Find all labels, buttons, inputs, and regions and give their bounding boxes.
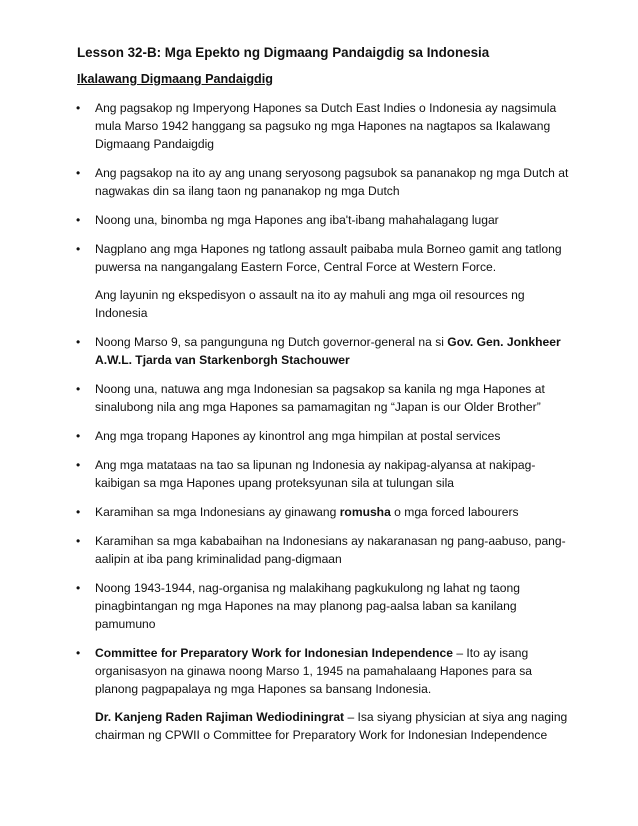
list-item: [77, 427, 572, 445]
item-paragraph: Ang layunin ng ekspedisyon o assault na ito ay mahuli ang mga oil resources ng Indonesia: [95, 288, 525, 320]
bullet-icon: •: [76, 335, 81, 349]
list-item: [77, 579, 572, 633]
item-text: Noong 1943-1944, nag-organisa ng malakihang pagkukulong ng lahat ng taong pinagbintangan ng mga Hapones na may planong pag-aalsa laban sa kanilang pamumuno: [95, 581, 520, 631]
item-text: Karamihan sa mga kababaihan na Indonesians ay nakaranasan ng pang-aabuso, pang-aalipin at iba pang kriminalidad pang-digmaan: [95, 534, 566, 566]
item-text: Nagplano ang mga Hapones ng tatlong assault paibaba mula Borneo gamit ang tatlong puwersa na nangangalang Eastern Force, Central Force at Western Force.: [95, 242, 562, 274]
item-text: Noong una, natuwa ang mga Indonesian sa pagsakop sa kanila ng mga Hapones at sinalubong nila ang mga Hapones sa pamamagitan ng “Japan is our Older Brother”: [95, 382, 545, 414]
bullet-icon: •: [76, 101, 81, 115]
item-text-after: – Ito ay isang organisasyon na ginawa noong Marso 1, 1945 na pamahalaang Hapones para sa planong pagpapalaya ng mga Hapones sa bansang Indonesia.: [95, 646, 533, 696]
list-item: [77, 211, 572, 229]
bullet-icon: •: [76, 166, 81, 180]
bullet-list: [77, 99, 572, 744]
item-text: Noong una, binomba ng mga Hapones ang iba't-ibang mahahalagang lugar: [95, 213, 499, 227]
bullet-icon: •: [76, 429, 81, 443]
list-item: [77, 644, 572, 744]
item-paragraph: [95, 708, 572, 744]
item-text: Ang pagsakop ng Imperyong Hapones sa Dutch East Indies o Indonesia ay nagsimula mula Marso 1942 hanggang sa pagsuko ng mga Hapones na nagtapos sa Ikalawang Digmaang Pandaigdig: [95, 101, 557, 151]
list-item: [77, 503, 572, 521]
bullet-icon: •: [76, 534, 81, 548]
section-heading: Ikalawang Digmaang Pandaigdig: [77, 72, 273, 86]
bullet-icon: •: [76, 646, 81, 660]
list-item: [77, 333, 572, 369]
item-paragraph-text: – Isa siyang physician at siya ang naging chairman ng CPWII o Committee for Preparatory Work for Indonesian Independence: [95, 710, 568, 742]
list-item: [77, 164, 572, 200]
list-item: [77, 240, 572, 322]
item-bold-text: Committee for Preparatory Work for Indonesian Independence: [95, 646, 453, 660]
item-text: Ang mga matataas na tao sa lipunan ng Indonesia ay nakipag-alyansa at nakipag-kaibigan sa mga Hapones upang proteksyunan sila at tulungan sila: [95, 458, 536, 490]
item-text: Ang pagsakop na ito ay ang unang seryosong pagsubok sa pananakop ng mga Dutch at nagwakas din sa ilang taon ng pananakop ng mga Dutch: [95, 166, 569, 198]
list-item: [77, 532, 572, 568]
item-bold-text: Gov. Gen. Jonkheer A.W.L. Tjarda van Starkenborgh Stachouwer: [95, 335, 561, 367]
list-item: [77, 380, 572, 416]
item-bold-text: romusha: [339, 505, 391, 519]
item-text: Noong Marso 9, sa pangunguna ng Dutch governor-general na si: [95, 335, 448, 349]
bullet-icon: •: [76, 382, 81, 396]
bullet-icon: •: [76, 458, 81, 472]
bullet-icon: •: [76, 505, 81, 519]
item-text-after: o mga forced labourers: [390, 505, 519, 519]
list-item: [77, 456, 572, 492]
bullet-icon: •: [76, 581, 81, 595]
item-text: Ang mga tropang Hapones ay kinontrol ang mga himpilan at postal services: [95, 429, 501, 443]
bullet-icon: •: [76, 242, 81, 256]
list-item: [77, 99, 572, 153]
page-title: Lesson 32-B: Mga Epekto ng Digmaang Pandaigdig sa Indonesia: [77, 45, 490, 60]
item-text: Karamihan sa mga Indonesians ay ginawang: [95, 505, 340, 519]
bullet-icon: •: [76, 213, 81, 227]
item-paragraph-bold: Dr. Kanjeng Raden Rajiman Wediodiningrat: [95, 710, 345, 724]
